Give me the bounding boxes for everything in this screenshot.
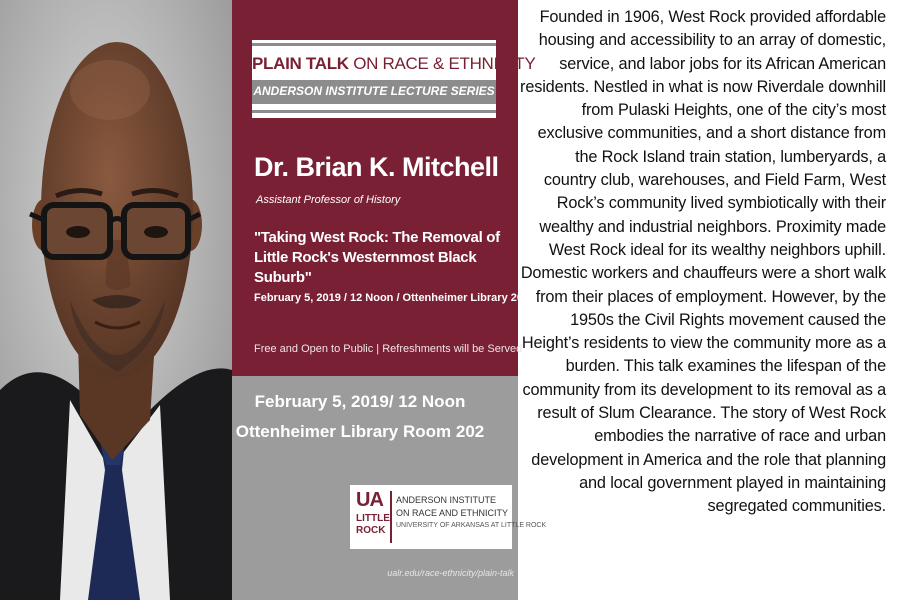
- mark-line-2: ROCK: [356, 525, 386, 536]
- talk-title: "Taking West Rock: The Removal of Little Rock's Westernmost Black Suburb": [254, 229, 500, 286]
- logo-divider: [390, 491, 392, 543]
- series-title-rest: ON RACE & ETHNICITY: [348, 54, 536, 73]
- event-location: Ottenheimer Library Room 202: [235, 422, 485, 441]
- event-date-time: February 5, 2019/ 12 Noon: [254, 392, 466, 411]
- portrait-illustration: [0, 0, 232, 600]
- event-details-panel: [232, 376, 547, 600]
- ua-mark: UA: [356, 489, 383, 511]
- event-url: ualr.edu/race-ethnicity/plain-talk: [387, 568, 514, 578]
- mark-line-1: LITTLE: [356, 513, 390, 524]
- series-title: [252, 54, 536, 74]
- anderson-institute-logo: [350, 485, 547, 549]
- talk-date-place: February 5, 2019 / 12 Noon / Ottenheimer Library 202: [254, 292, 530, 304]
- series-subtitle: ANDERSON INSTITUTE LECTURE SERIES: [253, 84, 495, 98]
- speaker-role: Assistant Professor of History: [256, 194, 401, 206]
- banner-rule-top: [252, 43, 496, 46]
- series-banner: [252, 40, 536, 118]
- institute-name: [396, 494, 508, 520]
- series-title-bold: PLAIN TALK: [252, 54, 349, 73]
- talk-description: Founded in 1906, West Rock provided affordable housing and accessibility to an array of domestic, service, and labor jobs for its African American residents. Nestled in what is now Riverdale downhill from Pulaski Heights, one of the city’s most exclusive communities, and a short distance from the Rock Island train station, lumberyards, a country club, warehouses, and Field Farm, West Rock’s community lived symbiotically with their wealthy and industrial neighbors. Proximity made West Rock ideal for its wealthy neighbors uphill. Domestic workers and chauffeurs were a short walk from their places of employment. However, by the 1950s the Civil Rights movement caused the Height’s residents to view the community more as a burden. This talk examines the lifespan of the community from its development to its removal as a result of Slum Clearance. The story of West Rock embodies the narrative of race and urban development in America and the role that planning and local government played in maintaining segregated communities.: [520, 8, 886, 516]
- university-name: UNIVERSITY OF ARKANSAS AT LITTLE ROCK: [396, 522, 547, 529]
- speaker-portrait-photo: [0, 0, 232, 600]
- event-poster: [232, 0, 536, 376]
- institute-name-line-1: ANDERSON INSTITUTE: [396, 495, 497, 505]
- banner-rule-bottom: [252, 110, 496, 113]
- little-rock-mark: [356, 513, 390, 537]
- institute-name-line-2: ON RACE AND ETHNICITY: [396, 508, 509, 518]
- admission-note: Free and Open to Public | Refreshments will be Served: [254, 343, 523, 355]
- speaker-name: Dr. Brian K. Mitchell: [254, 152, 499, 182]
